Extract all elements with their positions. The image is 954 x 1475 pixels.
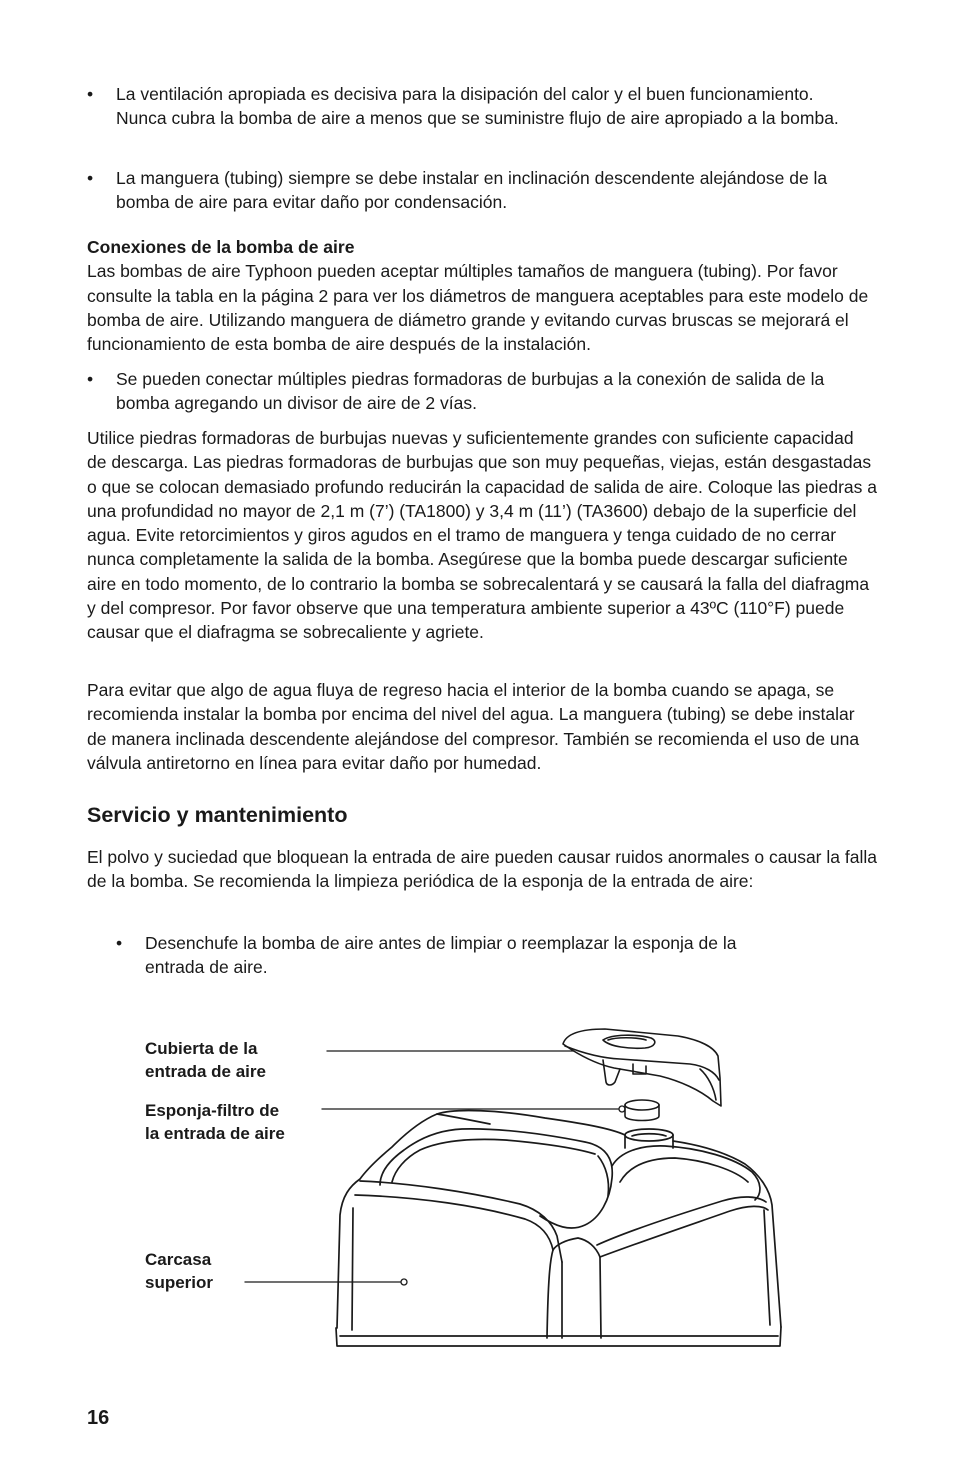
service-body: El polvo y suciedad que bloquean la entrada de aire pueden causar ruidos anormales o causar la falla de la bomba. Se recomienda la limpieza periódica de la esponja de la entrada de aire: xyxy=(87,847,877,892)
paragraph-backflow: Para evitar que algo de agua fluya de regreso hacia el interior de la bomba cuando se apaga, se recomienda instalar la bomba por encima del nivel del agua. La manguera (tubing) se debe instalar de manera inclinada descendente alejándose del compresor. También se recomienda el uso de una válvula antiretorno en línea para evitar daño por humedad. xyxy=(87,680,860,773)
bullet-glyph: • xyxy=(116,933,123,953)
bullet-text: Se pueden conectar múltiples piedras formadoras de burbujas a la conexión de salida de la bomba agregando un divisor de aire de 2 vías. xyxy=(116,369,825,414)
bullet-text: Desenchufe la bomba de aire antes de limpiar o reemplazar la esponja de la entrada de aire. xyxy=(145,933,737,978)
paragraph-air-stones: Utilice piedras formadoras de burbujas nuevas y suficientemente grandes con suficiente capacidad de descarga. Las piedras formadoras de burbujas que son muy pequeñas, viejas, están desgastadas o que se colocan demasiado profundo reducirán la capacidad de salida de aire. Coloque las piedras a una profundidad no mayor de 2,1 m (7’) (TA1800) y 3,4 m (11’) (TA3600) debajo de la superficie del agua. Evite retorcimientos y giros agudos en el tramo de manguera y tenga cuidado de no cerrar nunca completamente la salida de la bomba. Asegúrese que la bomba puede descargar suficiente aire en todo momento, de lo contrario la bomba se sobrecalentará y se causará la falla del diafragma y del compresor. Por favor observe que una temperatura ambiente superior a 43ºC (110°F) puede causar que el diafragma se sobrecaliente y agriete. xyxy=(87,428,877,643)
connections-body: Las bombas de aire Typhoon pueden aceptar múltiples tamaños de manguera (tubing). Por favor consulte la tabla en la página 2 para ver los diámetros de manguera aceptables para este modelo de bomba de aire. Utilizando manguera de diámetro grande y evitando curvas bruscas se mejorará el funcionamiento de esta bomba de aire después de la instalación. xyxy=(87,261,869,355)
upper-housing-part xyxy=(336,1111,781,1346)
bullet-glyph: • xyxy=(87,369,94,389)
bullet-text: La manguera (tubing) siempre se debe instalar en inclinación descendente alejándose de la bomba de aire para evitar daño por condensación. xyxy=(116,168,828,213)
intake-sponge-part xyxy=(625,1100,659,1121)
bullet-text: La ventilación apropiada es decisiva para la disipación del calor y el buen funcionamiento. Nunca cubra la bomba de aire a menos que se suministre flujo de aire apropiado a la bomba. xyxy=(116,84,839,129)
page-number: 16 xyxy=(87,1407,110,1429)
leader-line-housing xyxy=(245,1279,407,1285)
callout-intake-sponge: Esponja-filtro de la entrada de aire xyxy=(145,1101,285,1143)
service-heading: Servicio y mantenimiento xyxy=(87,803,348,827)
connections-heading: Conexiones de la bomba de aire xyxy=(87,237,355,257)
bullet-glyph: • xyxy=(87,84,94,104)
bullet-glyph: • xyxy=(87,168,94,188)
callout-air-intake-cover: Cubierta de la entrada de aire xyxy=(145,1039,266,1081)
air-intake-cover-part xyxy=(563,1029,721,1106)
callout-upper-housing: Carcasa superior xyxy=(145,1250,214,1292)
